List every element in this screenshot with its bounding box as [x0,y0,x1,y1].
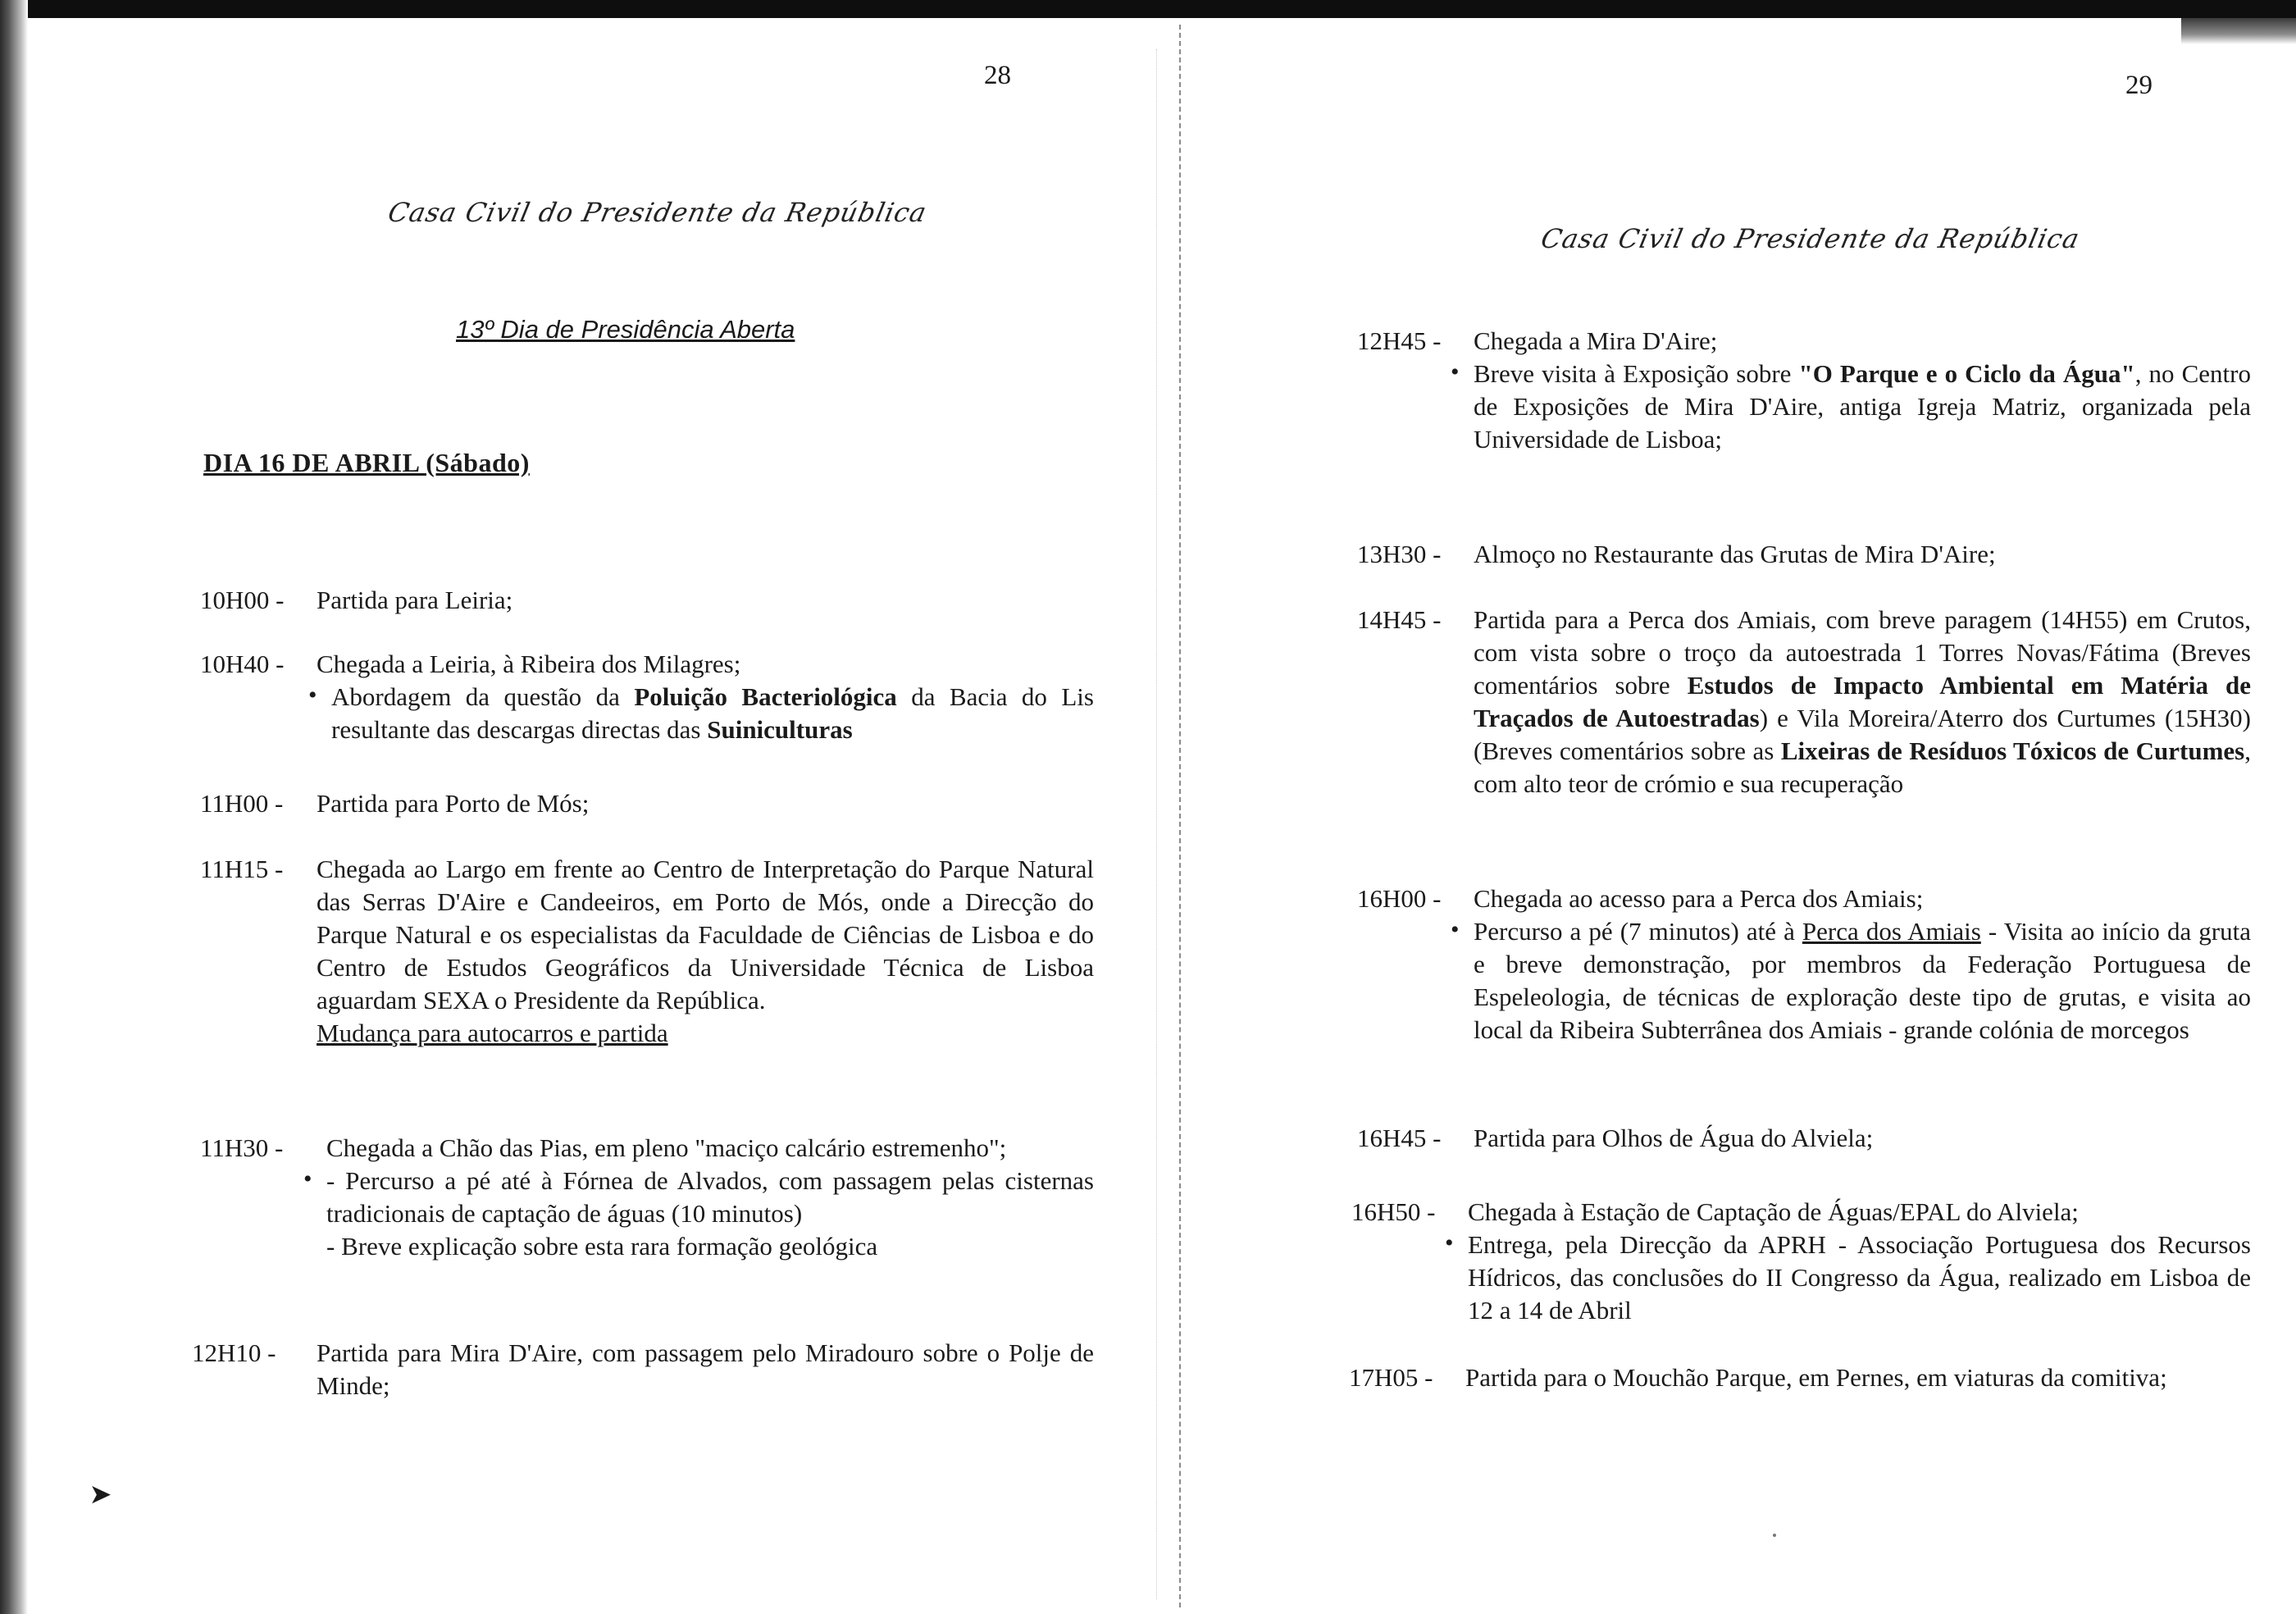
emphasis: Lixeiras de Resíduos Tóxicos de Curtumes [1780,736,2245,765]
entry-time: 16H00 - [1357,884,1442,913]
entry-text: Partida para Olhos de Água do Alviela; [1474,1124,1874,1152]
document-subtitle: 13º Dia de Presidência Aberta [456,315,795,344]
entry-text: Chegada à Estação de Captação de Águas/EPAL do Alviela; [1468,1197,2079,1226]
scan-left-edge [0,0,28,1614]
emphasis: Poluição Bacteriológica [634,682,897,711]
entry-time: 17H05 - [1349,1363,1433,1392]
right-page [1181,0,2296,1614]
entry-time: 10H00 - [200,586,285,614]
schedule-entry [1357,882,2251,1046]
entry-text: Partida para Mira D'Aire, com passagem pelo Miradouro sobre o Polje de Minde; [317,1338,1094,1400]
entry-text: Partida para a Perca dos Amiais, com breve paragem (14H55) em Crutos, com vista sobre o troço da autoestrada 1 Torres Novas/Fátima (Breves comentários sobre Estudos de Impacto Ambiental em Matéria de Traçados de Autoestradas) e Vila Moreira/Aterro dos Curtumes (15H30) (Breves comentários sobre as Lixeiras de Resíduos Tóxicos de Curtumes, com alto teor de crómio e sua recuperação [1474,605,2251,798]
schedule-entry [1349,1361,2251,1394]
entry-note: Mudança para autocarros e partida [317,1019,668,1047]
entry-time: 12H10 - [192,1338,276,1367]
letterhead: Casa Civil do Presidente da República [385,197,930,228]
page-number: 28 [984,61,1011,90]
entry-bullet: • Entrega, pela Direcção da APRH - Associação Portuguesa dos Recursos Hídricos, das conclusões do II Congresso da Água, realizado em Lisboa de 12 a 14 de Abril [1468,1229,2251,1327]
entry-time: 11H30 - [200,1133,284,1162]
entry-text: Chegada a Mira D'Aire; [1474,326,1718,355]
entry-time: 12H45 - [1357,326,1442,355]
entry-time: 13H30 - [1357,540,1442,568]
schedule-entry [200,584,1094,617]
schedule-entry [200,787,1094,820]
entry-time: 14H45 - [1357,605,1442,634]
entry-time: 10H40 - [200,650,285,678]
entry-bullet: • - Percurso a pé até à Fórnea de Alvados, com passagem pelas cisternas tradicionais de captação de águas (10 minutos) [326,1165,1094,1230]
bullet-icon: • [1451,358,1460,385]
bullet-icon: • [308,682,317,709]
bullet-icon: • [1451,916,1460,943]
entry-text: Chegada ao Largo em frente ao Centro de Interpretação do Parque Natural das Serras D'Aire e Candeeiros, em Porto de Mós, onde a Direcção do Parque Natural e os especialistas da Faculdade de Ciências de Lisboa e do Centro de Estudos Geográficos da Universidade Técnica de Lisboa aguardam SEXA o Presidente da República. [317,855,1094,1014]
emphasis: Estudos de Impacto Ambiental em Matéria de Traçados de Autoestradas [1474,671,2251,732]
entry-text: Partida para o Mouchão Parque, em Pernes, em viaturas da comitiva; [1465,1363,2167,1392]
schedule-entry [200,853,1094,1050]
entry-subline: - Breve explicação sobre esta rara formação geológica [326,1232,878,1261]
left-page [28,0,1156,1614]
entry-bullet: • Breve visita à Exposição sobre "O Parque e o Ciclo da Água", no Centro de Exposições de Mira D'Aire, antiga Igreja Matriz, organizada pela Universidade de Lisboa; [1474,358,2251,456]
entry-time: 11H15 - [200,855,284,883]
letterhead: Casa Civil do Presidente da República [1538,223,2083,254]
schedule-entry [1357,604,2251,800]
underlined-place: Perca dos Amiais [1802,917,1981,946]
page-gutter-shadow [1156,49,1157,1599]
schedule-entry [192,1337,1094,1402]
entry-time: 16H50 - [1351,1197,1436,1226]
schedule-entry [1357,325,2251,456]
entry-time: 16H45 - [1357,1124,1442,1152]
scan-mark: ➤ [90,1481,112,1508]
entry-text: Almoço no Restaurante das Grutas de Mira D'Aire; [1474,540,1996,568]
schedule-entry [200,1132,1094,1263]
schedule-entry [200,648,1094,746]
schedule-entry [1357,538,2251,571]
date-heading: DIA 16 DE ABRIL (Sábado) [203,448,530,477]
bullet-icon: • [303,1165,312,1192]
entry-text: Partida para Leiria; [317,586,513,614]
entry-bullet: • Abordagem da questão da Poluição Bacteriológica da Bacia do Lis resultante das descargas directas das Suiniculturas [331,681,1094,746]
emphasis: Suiniculturas [707,715,853,744]
entry-text: Partida para Porto de Mós; [317,789,590,818]
emphasis: "O Parque e o Ciclo da Água" [1798,359,2135,388]
page-number: 29 [2125,71,2152,100]
entry-text: Chegada a Leiria, à Ribeira dos Milagres; [317,650,741,678]
bullet-icon: • [1445,1229,1454,1256]
entry-text: Chegada a Chão das Pias, em pleno "maciço calcário estremenho"; [326,1133,1007,1162]
entry-bullet: • Percurso a pé (7 minutos) até à Perca dos Amiais - Visita ao início da gruta e breve demonstração, por membros da Federação Portuguesa de Espeleologia, de técnicas de exploração deste tipo de grutas, e visita ao local da Ribeira Subterrânea dos Amiais - grande colónia de morcegos [1474,915,2251,1046]
entry-text: Chegada ao acesso para a Perca dos Amiais; [1474,884,1924,913]
schedule-entry [1351,1196,2251,1327]
schedule-entry [1357,1122,2251,1155]
entry-time: 11H00 - [200,789,284,818]
